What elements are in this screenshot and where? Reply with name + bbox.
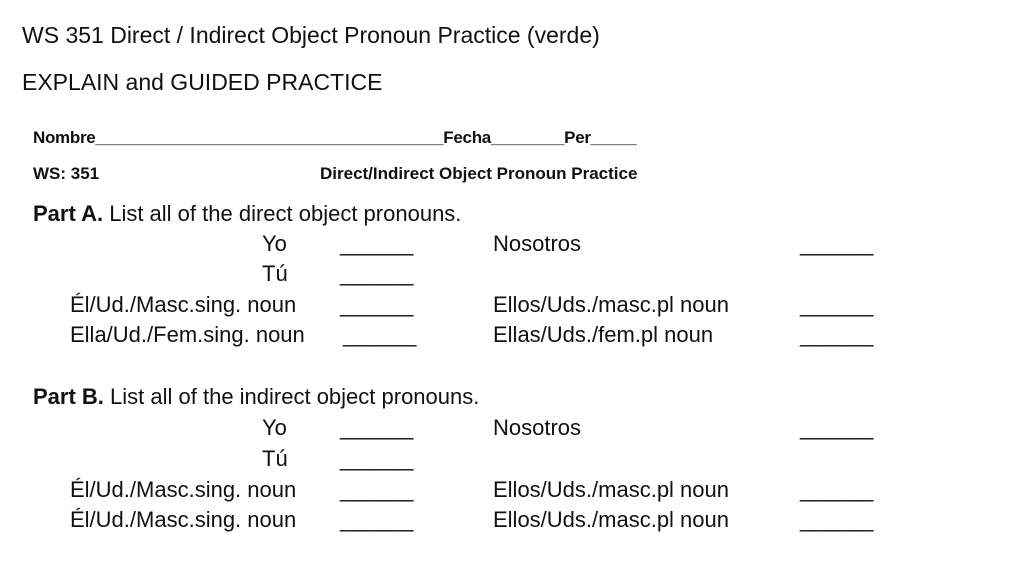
part-b-row-1-plural: Nosotros [493,415,582,440]
part-b-label: Part B. [33,384,104,409]
part-a-row-4-blank: ______ [343,322,417,347]
part-a-row-3-plural-blank: ______ [800,292,874,317]
name-date-period-line: Nombre______________________________________Fecha________Per_____ [33,128,637,147]
part-a-row-4-pronoun: Ella/Ud./Fem.sing. noun [70,322,305,347]
part-a-row-1-blank: ______ [340,231,414,256]
part-a-row-4-plural-blank: ______ [800,322,874,347]
part-a-heading [33,203,461,225]
part-a-row-3-pronoun: Él/Ud./Masc.sing. noun [70,292,297,317]
worksheet-number: WS: 351 [33,164,100,183]
part-a-label: Part A. [33,201,104,226]
part-b-instruction: List all of the indirect object pronouns. [103,384,480,409]
part-b-row-4-plural: Ellos/Uds./masc.pl noun [493,507,729,532]
part-b-row-3-pronoun: Él/Ud./Masc.sing. noun [70,477,297,502]
worksheet-title: Direct/Indirect Object Pronoun Practice [320,164,638,183]
part-b-row-4-plural-blank: ______ [800,507,874,532]
part-b-heading [33,386,479,408]
part-b-row-3-plural-blank: ______ [800,477,874,502]
part-a-row-1-pronoun: Yo [262,231,287,256]
part-a-instruction: List all of the direct object pronouns. [103,201,462,226]
slide-title: WS 351 Direct / Indirect Object Pronoun Practice (verde) [22,22,600,48]
part-a-row-4-plural: Ellas/Uds./fem.pl noun [493,322,714,347]
part-a-row-1-plural-blank: ______ [800,231,874,256]
part-b-row-4-blank: ______ [340,507,414,532]
part-b-row-1-pronoun: Yo [262,415,287,440]
part-b-row-3-blank: ______ [340,477,414,502]
part-b-row-4-pronoun: Él/Ud./Masc.sing. noun [70,507,297,532]
part-b-row-2-blank: ______ [340,446,414,471]
part-b-row-3-plural: Ellos/Uds./masc.pl noun [493,477,729,502]
part-b-row-2-pronoun: Tú [262,446,288,471]
part-a-row-3-plural: Ellos/Uds./masc.pl noun [493,292,729,317]
part-a-row-2-blank: ______ [340,261,414,286]
part-b-row-1-blank: ______ [340,415,414,440]
part-a-row-3-blank: ______ [340,292,414,317]
part-a-row-2-pronoun: Tú [262,261,288,286]
slide-subtitle: EXPLAIN and GUIDED PRACTICE [22,69,383,95]
part-b-row-1-plural-blank: ______ [800,415,874,440]
part-a-row-1-plural: Nosotros [493,231,582,256]
